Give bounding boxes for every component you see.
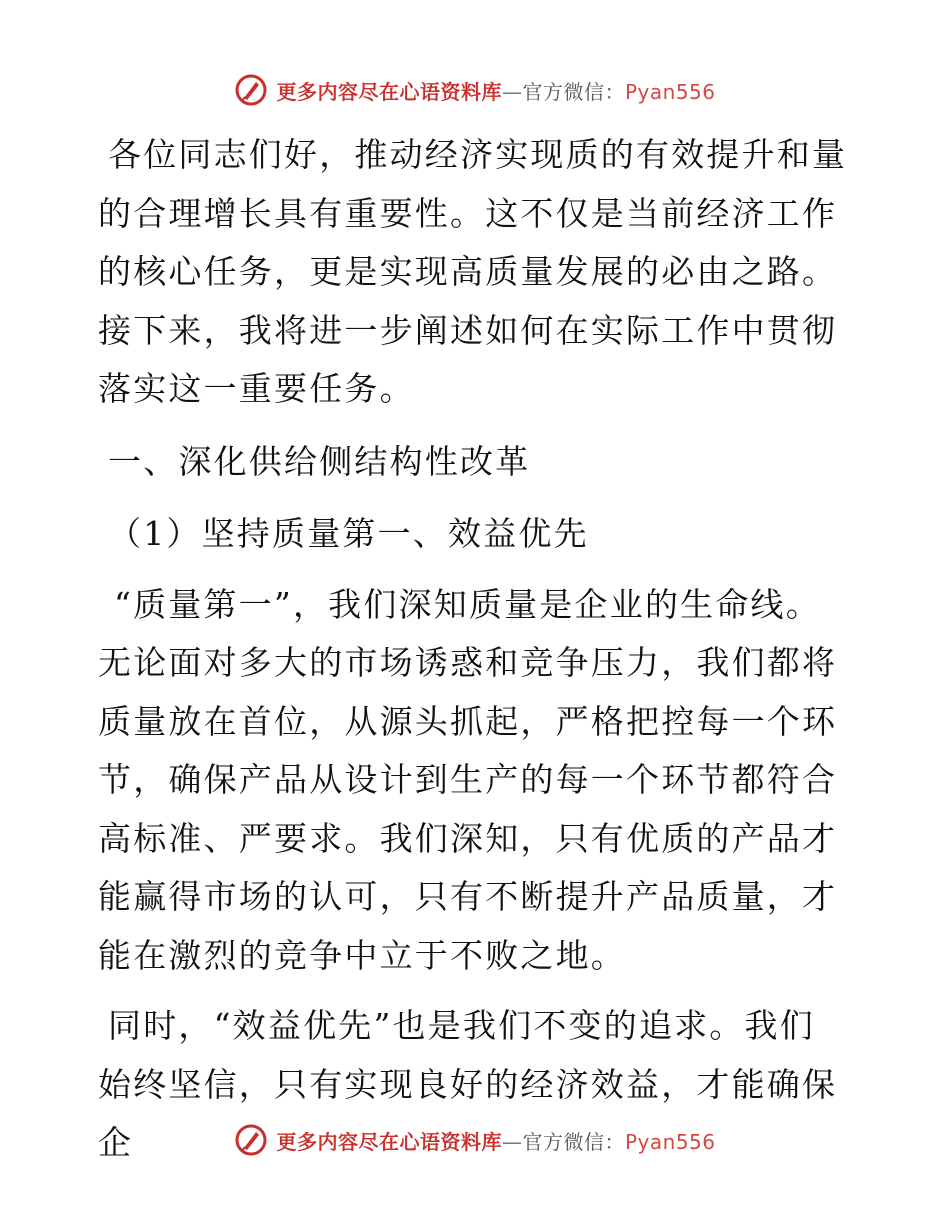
watermark-header bbox=[0, 68, 950, 112]
quill-pen-logo-icon bbox=[234, 73, 268, 107]
watermark-id: Pyan556 bbox=[624, 79, 716, 104]
paragraph-efficiency-first: 同时，“效益优先”也是我们不变的追求。我们始终坚信，只有实现良好的经济效益，才能确保企 bbox=[98, 1006, 838, 1162]
watermark-brand: 更多内容尽在心语资料库 bbox=[276, 1129, 502, 1154]
quill-pen-logo-icon bbox=[234, 1123, 268, 1157]
subsection-heading: （1）坚持质量第一、效益优先 bbox=[108, 514, 589, 553]
watermark-text bbox=[276, 1126, 715, 1155]
section-heading: 一、深化供给侧结构性改革 bbox=[108, 441, 531, 481]
watermark-id: Pyan556 bbox=[624, 1129, 716, 1154]
document-body bbox=[98, 126, 850, 1173]
watermark-label: 官方微信： bbox=[522, 1129, 625, 1154]
watermark-brand: 更多内容尽在心语资料库 bbox=[276, 79, 502, 104]
watermark-footer bbox=[0, 1118, 950, 1162]
paragraph-quality-first: “质量第一”，我们深知质量是企业的生命线。无论面对多大的市场诱惑和竞争压力，我们都将质量放在首位，从源头抓起，严格把控每一个环节，确保产品从设计到生产的每一个环节都符合高标准、严要求。我们深知，只有优质的产品才能赢得市场的认可，只有不断提升产品质量，才能在激烈的竞争中立于不败之地。 bbox=[98, 584, 838, 975]
watermark-text bbox=[276, 76, 715, 105]
paragraph-intro: 各位同志们好，推动经济实现质的有效提升和量的合理增长具有重要性。这不仅是当前经济工作的核心任务，更是实现高质量发展的必由之路。接下来，我将进一步阐述如何在实际工作中贯彻落实这一重要任务。 bbox=[98, 135, 848, 408]
watermark-dash: — bbox=[501, 79, 523, 104]
watermark-dash: — bbox=[501, 1129, 523, 1154]
watermark-label: 官方微信： bbox=[522, 79, 625, 104]
